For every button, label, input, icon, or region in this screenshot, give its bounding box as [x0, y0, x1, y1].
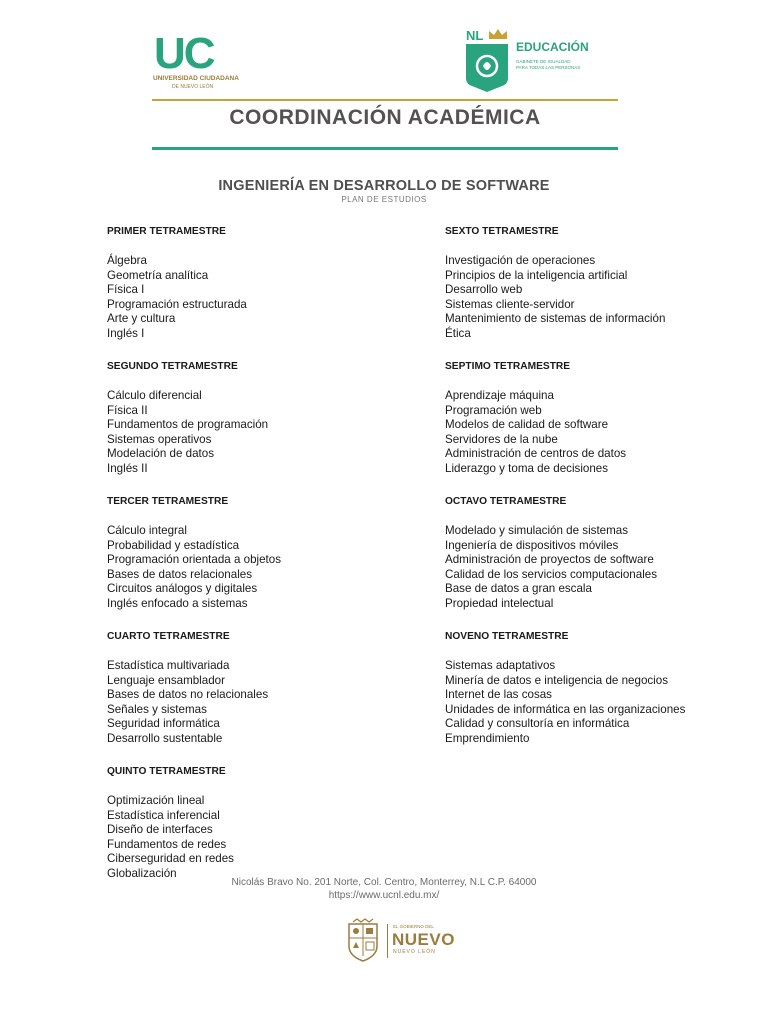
term-block — [445, 629, 685, 746]
course-item: Desarrollo sustentable — [107, 731, 223, 745]
program-subtitle: PLAN DE ESTUDIOS — [341, 195, 427, 204]
gov-logo-title: NUEVO — [392, 930, 455, 949]
course-item: Investigación de operaciones — [445, 254, 596, 267]
nl-logo-tagline: GABINETE DE IGUALDAD — [516, 59, 571, 64]
course-item: Modelos de calidad de software — [445, 418, 609, 431]
footer-url[interactable]: https://www.ucnl.edu.mx/ — [328, 890, 440, 901]
course-item: Inglés I — [107, 326, 145, 340]
course-item: Bases de datos relacionales — [107, 567, 253, 581]
nl-logo-tagline-2: PARA TODAS LAS PERSONAS — [516, 65, 581, 70]
course-item: Estadística multivariada — [107, 659, 230, 672]
uc-logo-letters: UC — [154, 29, 214, 78]
course-item: Programación orientada a objetos — [107, 553, 282, 566]
course-item: Inglés II — [107, 461, 148, 475]
course-item: Liderazgo y toma de decisiones — [445, 461, 609, 475]
course-item: Sistemas cliente-servidor — [445, 297, 575, 311]
term-block — [445, 494, 685, 611]
term-title: QUINTO TETRAMESTRE — [107, 766, 226, 777]
term-title: OCTAVO TETRAMESTRE — [445, 496, 567, 507]
course-item: Calidad y consultoría en informática — [445, 717, 630, 730]
course-item: Ética — [445, 326, 471, 340]
course-item: Fundamentos de programación — [107, 418, 269, 431]
course-item: Lenguaje ensamblador — [107, 673, 225, 687]
course-item: Programación estructurada — [107, 297, 247, 311]
course-item: Calidad de los servicios computacionales — [445, 567, 658, 581]
course-item: Arte y cultura — [107, 312, 176, 325]
course-item: Globalización — [107, 866, 177, 880]
course-item: Base de datos a gran escala — [445, 582, 592, 595]
course-item: Mantenimiento de sistemas de información — [445, 312, 666, 325]
term-title: CUARTO TETRAMESTRE — [107, 631, 230, 642]
gobierno-nuevo-leon-logo — [345, 918, 455, 964]
course-item: Seguridad informática — [107, 717, 220, 730]
course-item: Física II — [107, 403, 148, 417]
term-title: SEGUNDO TETRAMESTRE — [107, 361, 238, 372]
coat-of-arms-icon — [345, 918, 381, 962]
course-item: Cálculo diferencial — [107, 389, 202, 402]
uc-logo — [150, 29, 260, 90]
course-item: Circuitos análogos y digitales — [107, 582, 258, 595]
footer-address: Nicolás Bravo No. 201 Norte, Col. Centro, Monterrey, N.L C.P. 64000 — [231, 877, 537, 888]
term-block — [107, 359, 281, 476]
nl-logo-letters: NL — [466, 28, 484, 43]
course-item: Administración de centros de datos — [445, 447, 627, 460]
course-item: Física I — [107, 283, 145, 296]
crown-icon — [488, 28, 508, 40]
term-block — [107, 224, 281, 341]
left-column — [107, 224, 281, 899]
course-item: Diseño de interfaces — [107, 823, 213, 836]
program-title: INGENIERÍA EN DESARROLLO DE SOFTWARE — [218, 178, 550, 194]
right-column — [445, 224, 685, 764]
green-divider — [152, 147, 618, 150]
course-item: Geometría analítica — [107, 268, 209, 282]
term-title: SEPTIMO TETRAMESTRE — [445, 361, 571, 372]
course-item: Ingeniería de dispositivos móviles — [445, 538, 619, 552]
term-title: NOVENO TETRAMESTRE — [445, 631, 569, 642]
course-item: Probabilidad y estadística — [107, 538, 240, 552]
course-item: Sistemas adaptativos — [445, 659, 556, 672]
course-item: Modelado y simulación de sistemas — [445, 524, 629, 537]
course-item: Señales y sistemas — [107, 702, 207, 716]
uc-logo-name: UNIVERSIDAD CIUDADANA — [153, 75, 239, 82]
course-item: Modelación de datos — [107, 447, 214, 460]
gov-logo-divider — [387, 924, 388, 958]
term-block — [107, 764, 281, 881]
shield-emblem-icon — [466, 44, 508, 92]
term-title: TERCER TETRAMESTRE — [107, 496, 229, 507]
course-item: Principios de la inteligencia artificial — [445, 268, 628, 282]
course-item: Inglés enfocado a sistemas — [107, 596, 248, 610]
course-item: Fundamentos de redes — [107, 837, 227, 851]
course-item: Aprendizaje máquina — [445, 389, 554, 402]
coordination-title: COORDINACIÓN ACADÉMICA — [229, 106, 541, 129]
uc-logo-subname: DE NUEVO LEÓN — [172, 84, 214, 90]
course-item: Cálculo integral — [107, 524, 187, 537]
term-block — [445, 224, 685, 341]
course-item: Bases de datos no relacionales — [107, 688, 269, 701]
gov-logo-subtitle: NUEVO LEÓN — [393, 949, 436, 955]
course-item: Desarrollo web — [445, 283, 523, 296]
course-item: Administración de proyectos de software — [445, 553, 654, 566]
course-item: Servidores de la nube — [445, 432, 558, 446]
term-block — [445, 359, 685, 476]
term-title: SEXTO TETRAMESTRE — [445, 226, 559, 237]
course-item: Ciberseguridad en redes — [107, 852, 234, 865]
course-item: Propiedad intelectual — [445, 596, 554, 610]
course-item: Optimización lineal — [107, 794, 205, 807]
course-item: Sistemas operativos — [107, 432, 212, 446]
nl-educacion-logo — [464, 26, 624, 92]
nl-logo-title: EDUCACIÓN — [516, 40, 589, 54]
course-item: Emprendimiento — [445, 731, 530, 745]
course-item: Unidades de informática en las organizaciones — [445, 702, 686, 716]
course-item: Estadística inferencial — [107, 808, 220, 822]
term-block — [107, 494, 281, 611]
course-item: Programación web — [445, 403, 542, 417]
gov-logo-small-text: EL GOBIERNO DEL — [393, 924, 434, 929]
term-block — [107, 629, 281, 746]
course-item: Internet de las cosas — [445, 688, 552, 701]
term-title: PRIMER TETRAMESTRE — [107, 226, 226, 237]
course-item: Minería de datos e inteligencia de negocios — [445, 673, 669, 687]
gold-divider — [152, 99, 618, 101]
course-item: Álgebra — [107, 254, 147, 267]
